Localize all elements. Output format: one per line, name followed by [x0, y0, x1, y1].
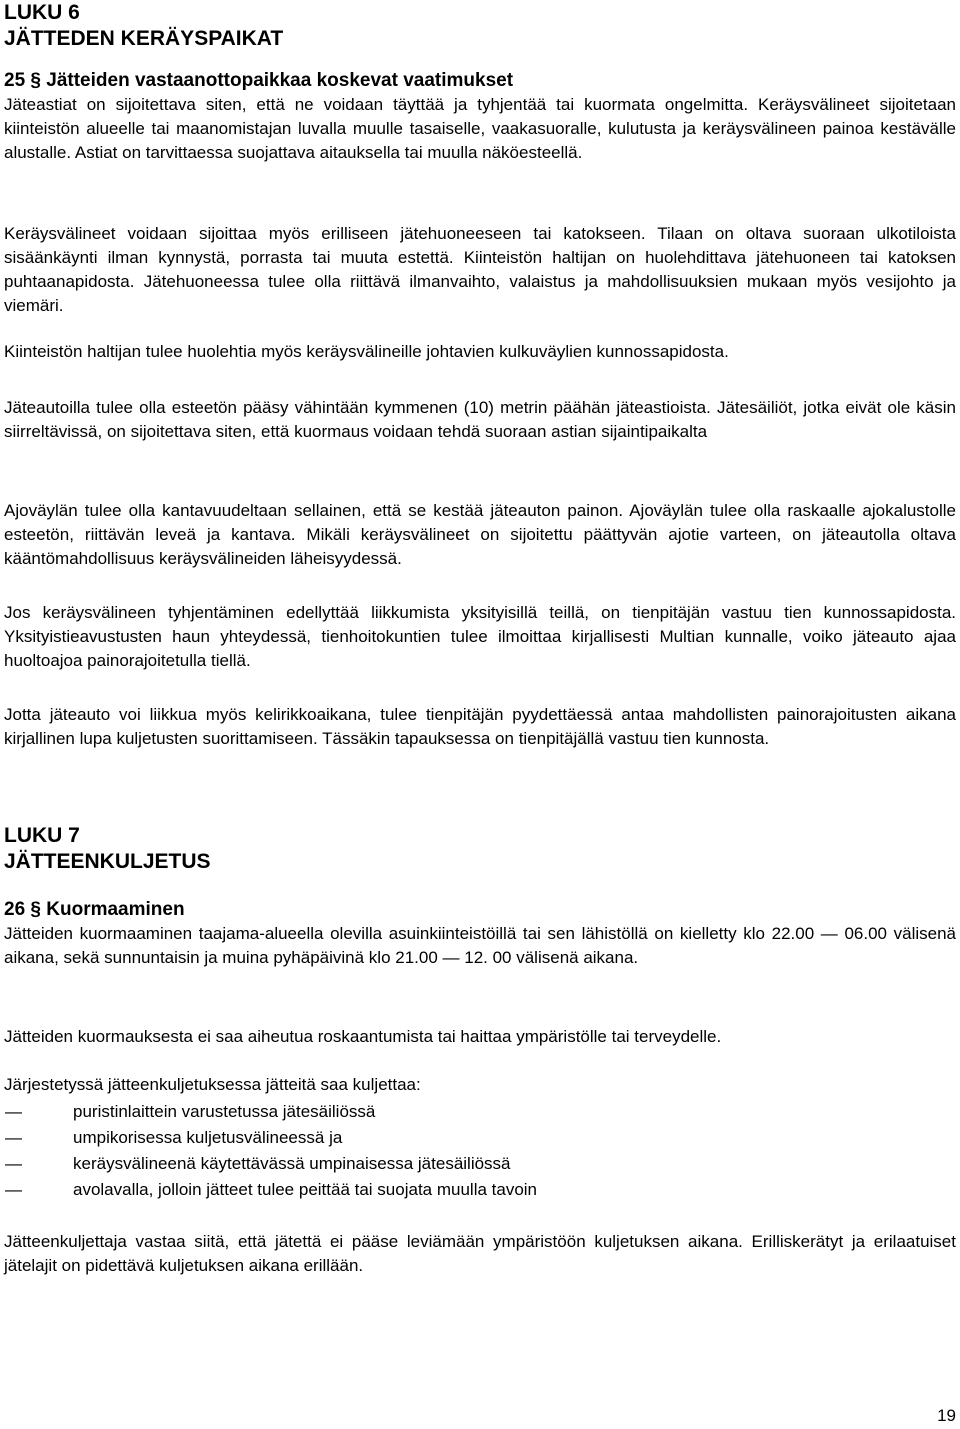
paragraph: Järjestetyssä jätteenkuljetuksessa jätteitä saa kuljettaa:: [4, 1075, 421, 1094]
paragraph: Jätteiden kuormaaminen taajama-alueella olevilla asuinkiinteistöillä tai sen lähistöllä on kielletty klo 22.00 — 06.00 välisenä aikana, sekä sunnuntaisin ja muina pyhäpäivinä klo 21.00 — 12. 00 välisenä aikana.: [4, 924, 956, 967]
chapter-number: LUKU 7: [4, 824, 80, 847]
list-item: [4, 1151, 956, 1177]
paragraph: Jätteenkuljettaja vastaa siitä, että jätettä ei pääse leviämään ympäristöön kuljetuksen aikana. Erilliskerätyt ja erilaatuiset jätelajit on pidettävä kuljetuksen aikana erillään.: [4, 1232, 956, 1275]
list-dash: —: [5, 1102, 22, 1121]
paragraph: Ajoväylän tulee olla kantavuudeltaan sellainen, että se kestää jäteauton painon. Ajoväylän tulee olla raskaalle ajokalustolle esteetön, riittävän leveä ja kantava. Mikäli keräysvälineet on sijoitettu päättyvän ajotie varteen, on jäteautolla oltava kääntömahdollisuus keräysvälineiden läheisyydessä.: [4, 501, 956, 568]
list-dash: —: [5, 1154, 22, 1173]
section-title: 26 § Kuormaaminen: [4, 899, 185, 920]
paragraph: Keräysvälineet voidaan sijoittaa myös erilliseen jätehuoneeseen tai katokseen. Tilaan on oltava suoraan ulkotiloista sisäänkäynti ilman kynnystä, porrasta tai muuta estettä. Kiinteistön haltijan on huolehdittava jätehuoneen tai katoksen puhtaanapidosta. Jätehuoneessa tulee olla riittävä ilmanvaihto, valaistus ja mahdollisuuksien mukaan myös vesijohto ja viemäri.: [4, 224, 956, 315]
paragraph: Jätteiden kuormauksesta ei saa aiheutua roskaantumista tai haittaa ympäristölle tai terveydelle.: [4, 1027, 722, 1046]
page-number: 19: [937, 1406, 956, 1425]
list-item-text: umpikorisessa kuljetusvälineessä ja: [73, 1128, 343, 1147]
paragraph: Jäteautoilla tulee olla esteetön pääsy vähintään kymmenen (10) metrin päähän jäteastioista. Jätesäiliöt, jotka eivät ole käsin siirreltävissä, on sijoitettava siten, että kuormaus voidaan tehdä suoraan astian sijaintipaikalta: [4, 398, 956, 441]
chapter-title: JÄTTEENKULJETUS: [4, 850, 211, 873]
list-item-text: puristinlaittein varustetussa jätesäiliössä: [73, 1102, 376, 1121]
list-item-text: keräysvälineenä käytettävässä umpinaisessa jätesäiliössä: [73, 1154, 511, 1173]
paragraph: Jäteastiat on sijoitettava siten, että ne voidaan täyttää ja tyhjentää tai kuormata ongelmitta. Keräysvälineet sijoitetaan kiinteistön alueelle tai maanomistajan luvalla muulle tasaiselle, vaakasuoralle, kulutusta ja keräysvälineen painoa kestävälle alustalle. Astiat on tarvittaessa suojattava aitauksella tai muulla näköesteellä.: [4, 95, 956, 162]
list-dash: —: [5, 1180, 22, 1199]
list-item: [4, 1177, 956, 1203]
chapter-6-heading: [4, 0, 956, 52]
chapter-number: LUKU 6: [4, 1, 80, 24]
section-title: 25 § Jätteiden vastaanottopaikkaa koskevat vaatimukset: [4, 70, 514, 91]
list-dash: —: [5, 1128, 22, 1147]
list-item-text: avolavalla, jolloin jätteet tulee peittää tai suojata muulla tavoin: [73, 1180, 538, 1199]
list-item: [4, 1099, 956, 1125]
paragraph: Kiinteistön haltijan tulee huolehtia myös keräysvälineille johtavien kulkuväylien kunnossapidosta.: [4, 342, 729, 361]
chapter-7-heading: [4, 823, 956, 875]
paragraph: Jos keräysvälineen tyhjentäminen edellyttää liikkumista yksityisillä teillä, on tienpitäjän vastuu tien kunnossapidosta. Yksityistieavustusten haun yhteydessä, tienhoitokuntien tulee ilmoittaa kirjallisesti Multian kunnalle, voiko jäteauto ajaa huoltoajoa painorajoitetulla tiellä.: [4, 603, 956, 670]
chapter-title: JÄTTEDEN KERÄYSPAIKAT: [4, 27, 284, 50]
section-25: [4, 69, 956, 165]
section-26: [4, 898, 956, 970]
transport-method-list: [4, 1099, 956, 1203]
list-item: [4, 1125, 956, 1151]
paragraph: Jotta jäteauto voi liikkua myös kelirikkoaikana, tulee tienpitäjän pyydettäessä antaa mahdollisten painorajoitusten aikana kirjallinen lupa kuljetusten suorittamiseen. Tässäkin tapauksessa on tienpitäjällä vastuu tien kunnosta.: [4, 705, 956, 748]
